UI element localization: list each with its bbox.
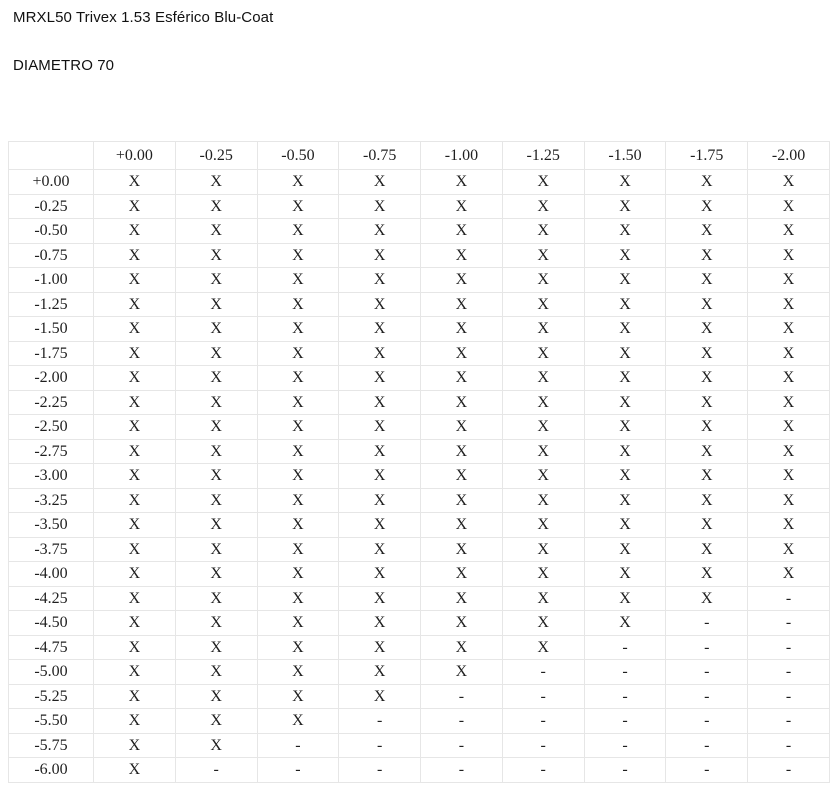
availability-cell-available: X <box>584 586 666 611</box>
availability-cell-available: X <box>257 366 339 391</box>
availability-cell-available: X <box>175 488 257 513</box>
availability-cell-available: X <box>584 488 666 513</box>
availability-cell-available: X <box>94 390 176 415</box>
availability-cell-available: X <box>94 586 176 611</box>
availability-cell-unavailable: - <box>339 758 421 783</box>
availability-cell-available: X <box>94 439 176 464</box>
availability-cell-available: X <box>584 366 666 391</box>
page-subtitle: DIAMETRO 70 <box>13 57 115 74</box>
availability-cell-available: X <box>339 562 421 587</box>
availability-cell-available: X <box>94 317 176 342</box>
availability-cell-available: X <box>666 537 748 562</box>
availability-cell-available: X <box>175 268 257 293</box>
availability-cell-available: X <box>666 194 748 219</box>
availability-cell-available: X <box>339 488 421 513</box>
table-row <box>9 611 830 636</box>
table-row <box>9 733 830 758</box>
availability-cell-available: X <box>666 268 748 293</box>
availability-cell-available: X <box>421 513 503 538</box>
availability-cell-available: X <box>584 170 666 195</box>
availability-cell-available: X <box>339 439 421 464</box>
availability-cell-available: X <box>502 537 584 562</box>
row-label: -5.75 <box>9 733 94 758</box>
availability-cell-unavailable: - <box>502 709 584 734</box>
table-row <box>9 464 830 489</box>
row-label: -2.00 <box>9 366 94 391</box>
table-row <box>9 415 830 440</box>
row-label: -1.25 <box>9 292 94 317</box>
availability-cell-available: X <box>339 660 421 685</box>
availability-cell-unavailable: - <box>502 733 584 758</box>
availability-cell-available: X <box>339 292 421 317</box>
availability-cell-available: X <box>257 415 339 440</box>
availability-cell-unavailable: - <box>666 611 748 636</box>
availability-cell-unavailable: - <box>748 635 830 660</box>
availability-cell-unavailable: - <box>666 758 748 783</box>
availability-cell-available: X <box>748 170 830 195</box>
availability-cell-available: X <box>748 341 830 366</box>
availability-cell-available: X <box>421 341 503 366</box>
availability-cell-available: X <box>257 537 339 562</box>
availability-cell-unavailable: - <box>584 709 666 734</box>
availability-cell-available: X <box>502 341 584 366</box>
availability-cell-available: X <box>175 194 257 219</box>
row-label: -3.00 <box>9 464 94 489</box>
availability-cell-available: X <box>94 684 176 709</box>
availability-cell-available: X <box>666 464 748 489</box>
column-header: -1.75 <box>666 142 748 170</box>
availability-cell-available: X <box>94 194 176 219</box>
row-label: -2.25 <box>9 390 94 415</box>
availability-cell-unavailable: - <box>421 684 503 709</box>
availability-cell-available: X <box>421 660 503 685</box>
column-header: -1.25 <box>502 142 584 170</box>
availability-cell-available: X <box>748 243 830 268</box>
availability-cell-available: X <box>339 317 421 342</box>
availability-cell-available: X <box>421 415 503 440</box>
availability-cell-available: X <box>666 439 748 464</box>
availability-cell-available: X <box>502 513 584 538</box>
availability-cell-available: X <box>502 586 584 611</box>
row-label: -4.00 <box>9 562 94 587</box>
availability-cell-available: X <box>175 243 257 268</box>
availability-cell-available: X <box>421 268 503 293</box>
availability-cell-available: X <box>666 341 748 366</box>
column-header: -1.50 <box>584 142 666 170</box>
availability-cell-available: X <box>339 635 421 660</box>
availability-cell-available: X <box>94 635 176 660</box>
row-label: -4.25 <box>9 586 94 611</box>
availability-cell-available: X <box>175 170 257 195</box>
availability-cell-available: X <box>502 366 584 391</box>
availability-cell-available: X <box>94 611 176 636</box>
row-label: -0.50 <box>9 219 94 244</box>
row-label: -1.75 <box>9 341 94 366</box>
availability-cell-available: X <box>257 268 339 293</box>
availability-cell-available: X <box>748 366 830 391</box>
availability-cell-available: X <box>748 194 830 219</box>
availability-cell-unavailable: - <box>584 660 666 685</box>
availability-cell-unavailable: - <box>175 758 257 783</box>
availability-cell-available: X <box>257 611 339 636</box>
availability-cell-available: X <box>257 660 339 685</box>
availability-cell-available: X <box>502 243 584 268</box>
corner-cell <box>9 142 94 170</box>
availability-cell-available: X <box>666 390 748 415</box>
availability-cell-available: X <box>666 513 748 538</box>
row-label: -6.00 <box>9 758 94 783</box>
availability-cell-unavailable: - <box>584 635 666 660</box>
availability-cell-available: X <box>748 439 830 464</box>
availability-cell-available: X <box>94 513 176 538</box>
availability-cell-available: X <box>339 268 421 293</box>
availability-cell-unavailable: - <box>421 733 503 758</box>
table-row <box>9 513 830 538</box>
availability-cell-available: X <box>666 243 748 268</box>
availability-cell-available: X <box>94 537 176 562</box>
availability-cell-available: X <box>175 292 257 317</box>
availability-cell-available: X <box>748 317 830 342</box>
availability-cell-available: X <box>94 243 176 268</box>
table-row <box>9 390 830 415</box>
availability-cell-available: X <box>94 415 176 440</box>
row-label: -4.50 <box>9 611 94 636</box>
availability-cell-available: X <box>175 733 257 758</box>
availability-cell-available: X <box>339 219 421 244</box>
availability-cell-available: X <box>421 562 503 587</box>
availability-cell-available: X <box>257 243 339 268</box>
availability-cell-available: X <box>94 341 176 366</box>
row-label: -5.25 <box>9 684 94 709</box>
row-label: -1.00 <box>9 268 94 293</box>
availability-cell-available: X <box>339 194 421 219</box>
availability-cell-available: X <box>421 194 503 219</box>
availability-cell-available: X <box>339 415 421 440</box>
availability-cell-available: X <box>421 635 503 660</box>
availability-cell-available: X <box>257 317 339 342</box>
availability-cell-available: X <box>584 415 666 440</box>
availability-cell-available: X <box>421 439 503 464</box>
table-row <box>9 219 830 244</box>
availability-cell-available: X <box>748 390 830 415</box>
availability-cell-available: X <box>666 170 748 195</box>
table-head <box>9 142 830 170</box>
row-label: -5.00 <box>9 660 94 685</box>
table-row <box>9 758 830 783</box>
availability-cell-available: X <box>421 586 503 611</box>
availability-cell-available: X <box>421 219 503 244</box>
table-row <box>9 170 830 195</box>
availability-cell-available: X <box>502 219 584 244</box>
availability-cell-available: X <box>502 562 584 587</box>
availability-cell-available: X <box>339 513 421 538</box>
availability-cell-available: X <box>175 611 257 636</box>
availability-cell-available: X <box>502 292 584 317</box>
availability-cell-available: X <box>584 439 666 464</box>
page-title: MRXL50 Trivex 1.53 Esférico Blu-Coat <box>13 9 274 26</box>
availability-cell-available: X <box>257 341 339 366</box>
table-row <box>9 635 830 660</box>
table-row <box>9 268 830 293</box>
availability-cell-available: X <box>584 268 666 293</box>
availability-cell-available: X <box>584 194 666 219</box>
availability-cell-available: X <box>421 366 503 391</box>
availability-cell-available: X <box>421 243 503 268</box>
row-label: -1.50 <box>9 317 94 342</box>
availability-cell-available: X <box>175 415 257 440</box>
availability-cell-available: X <box>584 611 666 636</box>
table-row <box>9 684 830 709</box>
availability-cell-available: X <box>175 464 257 489</box>
availability-cell-available: X <box>257 488 339 513</box>
availability-cell-available: X <box>666 415 748 440</box>
availability-cell-available: X <box>421 611 503 636</box>
table-row <box>9 660 830 685</box>
table-row <box>9 341 830 366</box>
availability-cell-available: X <box>666 366 748 391</box>
availability-cell-available: X <box>339 243 421 268</box>
row-label: -3.50 <box>9 513 94 538</box>
availability-cell-available: X <box>339 390 421 415</box>
column-header: -2.00 <box>748 142 830 170</box>
availability-cell-available: X <box>175 439 257 464</box>
availability-cell-available: X <box>584 243 666 268</box>
availability-cell-available: X <box>421 292 503 317</box>
availability-cell-available: X <box>175 709 257 734</box>
availability-cell-unavailable: - <box>421 758 503 783</box>
row-label: -5.50 <box>9 709 94 734</box>
availability-cell-available: X <box>502 464 584 489</box>
availability-cell-available: X <box>94 464 176 489</box>
availability-cell-available: X <box>94 170 176 195</box>
availability-cell-available: X <box>339 611 421 636</box>
table-body <box>9 170 830 783</box>
availability-cell-available: X <box>94 562 176 587</box>
table-row <box>9 317 830 342</box>
availability-cell-available: X <box>748 415 830 440</box>
availability-cell-available: X <box>175 366 257 391</box>
availability-cell-available: X <box>339 537 421 562</box>
table-row <box>9 562 830 587</box>
availability-cell-unavailable: - <box>502 684 584 709</box>
availability-cell-available: X <box>94 709 176 734</box>
availability-cell-available: X <box>94 758 176 783</box>
availability-cell-available: X <box>584 537 666 562</box>
availability-cell-unavailable: - <box>339 733 421 758</box>
availability-cell-available: X <box>175 684 257 709</box>
availability-cell-available: X <box>94 219 176 244</box>
availability-cell-unavailable: - <box>748 758 830 783</box>
availability-cell-available: X <box>421 488 503 513</box>
availability-cell-available: X <box>666 562 748 587</box>
availability-cell-available: X <box>666 317 748 342</box>
column-header: -1.00 <box>421 142 503 170</box>
availability-cell-available: X <box>94 733 176 758</box>
availability-cell-unavailable: - <box>584 684 666 709</box>
availability-cell-unavailable: - <box>502 758 584 783</box>
header-row <box>9 142 830 170</box>
availability-table <box>8 141 830 783</box>
table-row <box>9 537 830 562</box>
row-label: -0.25 <box>9 194 94 219</box>
availability-cell-available: X <box>502 439 584 464</box>
availability-cell-unavailable: - <box>666 684 748 709</box>
column-header: -0.75 <box>339 142 421 170</box>
availability-cell-available: X <box>748 464 830 489</box>
availability-cell-available: X <box>175 317 257 342</box>
table-row <box>9 194 830 219</box>
availability-cell-available: X <box>748 488 830 513</box>
availability-cell-available: X <box>257 684 339 709</box>
availability-cell-available: X <box>175 390 257 415</box>
availability-cell-available: X <box>339 341 421 366</box>
availability-cell-unavailable: - <box>584 758 666 783</box>
availability-cell-available: X <box>748 219 830 244</box>
availability-cell-available: X <box>257 586 339 611</box>
availability-cell-available: X <box>666 488 748 513</box>
row-label: -0.75 <box>9 243 94 268</box>
row-label: -2.50 <box>9 415 94 440</box>
availability-cell-available: X <box>94 268 176 293</box>
availability-cell-available: X <box>257 219 339 244</box>
availability-cell-available: X <box>584 390 666 415</box>
table-row <box>9 243 830 268</box>
availability-cell-available: X <box>94 488 176 513</box>
availability-cell-unavailable: - <box>584 733 666 758</box>
availability-cell-available: X <box>502 635 584 660</box>
availability-cell-available: X <box>175 586 257 611</box>
table-row <box>9 439 830 464</box>
row-label: -4.75 <box>9 635 94 660</box>
table-row <box>9 366 830 391</box>
availability-cell-available: X <box>502 390 584 415</box>
availability-cell-available: X <box>257 562 339 587</box>
availability-cell-available: X <box>175 537 257 562</box>
availability-cell-available: X <box>257 194 339 219</box>
availability-cell-available: X <box>502 317 584 342</box>
availability-cell-available: X <box>748 292 830 317</box>
availability-cell-unavailable: - <box>666 635 748 660</box>
availability-cell-available: X <box>502 488 584 513</box>
availability-cell-available: X <box>339 366 421 391</box>
availability-cell-available: X <box>502 170 584 195</box>
availability-cell-available: X <box>94 292 176 317</box>
availability-cell-unavailable: - <box>339 709 421 734</box>
availability-cell-available: X <box>502 415 584 440</box>
availability-cell-available: X <box>666 292 748 317</box>
column-header: -0.50 <box>257 142 339 170</box>
availability-cell-unavailable: - <box>748 586 830 611</box>
availability-cell-available: X <box>257 170 339 195</box>
availability-cell-available: X <box>175 660 257 685</box>
availability-cell-available: X <box>257 635 339 660</box>
availability-cell-unavailable: - <box>666 660 748 685</box>
availability-cell-unavailable: - <box>748 611 830 636</box>
availability-cell-available: X <box>584 562 666 587</box>
availability-cell-unavailable: - <box>421 709 503 734</box>
availability-cell-available: X <box>257 513 339 538</box>
availability-cell-available: X <box>94 660 176 685</box>
availability-cell-available: X <box>748 513 830 538</box>
availability-cell-available: X <box>584 464 666 489</box>
availability-cell-available: X <box>339 586 421 611</box>
column-header: +0.00 <box>94 142 176 170</box>
availability-cell-available: X <box>175 635 257 660</box>
availability-cell-unavailable: - <box>748 733 830 758</box>
row-label: -2.75 <box>9 439 94 464</box>
availability-cell-available: X <box>175 562 257 587</box>
row-label: -3.75 <box>9 537 94 562</box>
availability-cell-unavailable: - <box>502 660 584 685</box>
availability-cell-available: X <box>584 513 666 538</box>
availability-cell-available: X <box>748 537 830 562</box>
availability-cell-unavailable: - <box>257 758 339 783</box>
availability-cell-available: X <box>421 537 503 562</box>
availability-cell-available: X <box>94 366 176 391</box>
availability-cell-available: X <box>421 317 503 342</box>
table-row <box>9 292 830 317</box>
availability-cell-available: X <box>421 464 503 489</box>
availability-cell-unavailable: - <box>666 709 748 734</box>
availability-cell-available: X <box>666 219 748 244</box>
availability-cell-available: X <box>584 317 666 342</box>
availability-cell-available: X <box>666 586 748 611</box>
availability-cell-unavailable: - <box>748 709 830 734</box>
availability-cell-available: X <box>339 684 421 709</box>
availability-cell-unavailable: - <box>257 733 339 758</box>
availability-cell-available: X <box>502 611 584 636</box>
row-label: +0.00 <box>9 170 94 195</box>
availability-cell-available: X <box>257 390 339 415</box>
availability-cell-available: X <box>175 341 257 366</box>
availability-cell-available: X <box>339 464 421 489</box>
table-row <box>9 586 830 611</box>
availability-cell-available: X <box>584 219 666 244</box>
availability-cell-unavailable: - <box>666 733 748 758</box>
availability-cell-unavailable: - <box>748 684 830 709</box>
availability-cell-available: X <box>257 292 339 317</box>
availability-cell-available: X <box>421 390 503 415</box>
column-header: -0.25 <box>175 142 257 170</box>
table-row <box>9 709 830 734</box>
availability-cell-available: X <box>584 341 666 366</box>
availability-cell-available: X <box>748 562 830 587</box>
availability-cell-unavailable: - <box>748 660 830 685</box>
availability-cell-available: X <box>339 170 421 195</box>
availability-cell-available: X <box>502 194 584 219</box>
availability-cell-available: X <box>175 513 257 538</box>
availability-cell-available: X <box>257 464 339 489</box>
availability-cell-available: X <box>584 292 666 317</box>
availability-cell-available: X <box>421 170 503 195</box>
table-row <box>9 488 830 513</box>
availability-cell-available: X <box>502 268 584 293</box>
availability-cell-available: X <box>175 219 257 244</box>
availability-cell-available: X <box>748 268 830 293</box>
availability-cell-available: X <box>257 709 339 734</box>
row-label: -3.25 <box>9 488 94 513</box>
availability-cell-available: X <box>257 439 339 464</box>
